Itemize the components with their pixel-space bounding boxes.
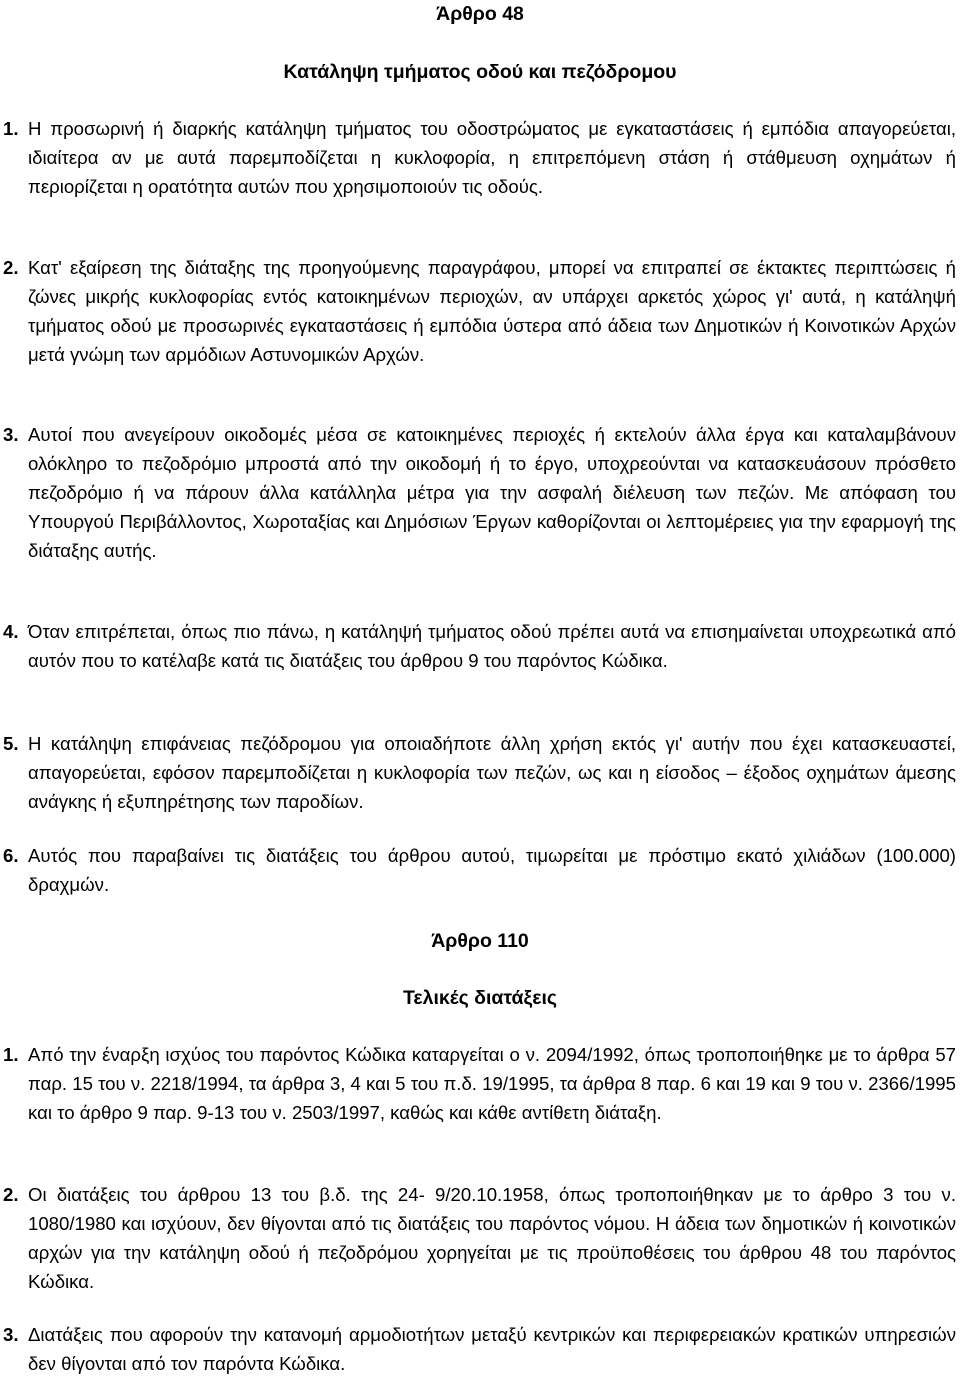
paragraph-number: 3. xyxy=(3,1324,19,1345)
article-48-paragraph-3 xyxy=(3,420,956,565)
paragraph-text: Κατ' εξαίρεση της διάταξης της προηγούμενης παραγράφου, μπορεί να επιτραπεί σε έκτακτες περιπτώσεις ή ζώνες μικρής κυκλοφορίας εντός κατοικημένων περιοχών, αν υπάρχει αρκετός χώρος γι' αυτά, η κατάληψή τμήματος οδού με προσωρινές εγκαταστάσεις ή εμπόδια ύστερα από άδεια των Δημοτικών ή Κοινοτικών Αρχών μετά γνώμη των αρμόδιων Αστυνομικών Αρχών. xyxy=(28,257,956,365)
article-48-paragraph-5 xyxy=(3,729,956,816)
paragraph-text: Από την έναρξη ισχύος του παρόντος Κώδικα καταργείται ο ν. 2094/1992, όπως τροποποιήθηκε με το άρθρα 57 παρ. 15 του ν. 2218/1994, τα άρθρα 3, 4 και 5 του π.δ. 19/1995, τα άρθρα 8 παρ. 6 και 19 και 9 του ν. 2366/1995 και το άρθρο 9 παρ. 9-13 του ν. 2503/1997, καθώς και κάθε αντίθετη διάταξη. xyxy=(28,1044,956,1123)
article-48-paragraph-4 xyxy=(3,617,956,675)
paragraph-text: Αυτός που παραβαίνει τις διατάξεις του άρθρου αυτού, τιμωρείται με πρόστιμο εκατό χιλιάδων (100.000) δραχμών. xyxy=(28,845,956,895)
article-110-subtitle: Τελικές διατάξεις xyxy=(402,987,558,1009)
article-110-paragraph-1 xyxy=(3,1040,956,1127)
paragraph-number: 1. xyxy=(3,118,19,139)
paragraph-number: 3. xyxy=(3,424,19,445)
article-48-paragraph-6 xyxy=(3,841,956,899)
article-48-paragraph-1 xyxy=(3,114,956,201)
article-48-subtitle: Κατάληψη τμήματος οδού και πεζόδρομου xyxy=(283,61,677,83)
paragraph-text: Οι διατάξεις του άρθρου 13 του β.δ. της 24- 9/20.10.1958, όπως τροποποιήθηκαν με το άρθρο 3 του ν. 1080/1980 και ισχύουν, δεν θίγονται από τις διατάξεις του παρόντος νόμου. Η άδεια των δημοτικών ή κοινοτικών αρχών για την κατάληψη οδού ή πεζοδρόμου χορηγείται με τις προϋποθέσεις του άρθρου 48 του παρόντος Κώδικα. xyxy=(28,1184,956,1292)
article-48-title: Άρθρο 48 xyxy=(436,3,524,25)
article-110-paragraph-3 xyxy=(3,1320,956,1378)
paragraph-text: Διατάξεις που αφορούν την κατανομή αρμοδιοτήτων μεταξύ κεντρικών και περιφερειακών κρατικών υπηρεσιών δεν θίγονται από τον παρόντα Κώδικα. xyxy=(28,1324,956,1374)
paragraph-text: Αυτοί που ανεγείρουν οικοδομές μέσα σε κατοικημένες περιοχές ή εκτελούν άλλα έργα και καταλαμβάνουν ολόκληρο το πεζοδρόμιο μπροστά από την οικοδομή ή το έργο, υποχρεούνται να κατασκευάσουν πρόσθετο πεζοδρόμιο ή να πάρουν άλλα κατάλληλα μέτρα για την ασφαλή διέλευση των πεζών. Με απόφαση του Υπουργού Περιβάλλοντος, Χωροταξίας και Δημόσιων Έργων καθορίζονται οι λεπτομέρειες για την εφαρμογή της διάταξης αυτής. xyxy=(28,424,956,561)
paragraph-text: Η κατάληψη επιφάνειας πεζόδρομου για οποιαδήποτε άλλη χρήση εκτός γι' αυτήν που έχει κατασκευαστεί, απαγορεύεται, εφόσον παρεμποδίζεται η κυκλοφορία των πεζών, ως και η είσοδος – έξοδος οχημάτων άμεσης ανάγκης ή εξυπηρέτησης των παροδίων. xyxy=(28,733,956,812)
paragraph-text: Όταν επιτρέπεται, όπως πιο πάνω, η κατάληψή τμήματος οδού πρέπει αυτά να επισημαίνεται υποχρεωτικά από αυτόν που το κατέλαβε κατά τις διατάξεις του άρθρου 9 του παρόντος Κώδικα. xyxy=(28,621,956,671)
paragraph-number: 6. xyxy=(3,845,19,866)
paragraph-number: 2. xyxy=(3,1184,19,1205)
article-110-paragraph-2 xyxy=(3,1180,956,1296)
paragraph-number: 1. xyxy=(3,1044,19,1065)
paragraph-text: Η προσωρινή ή διαρκής κατάληψη τμήματος του οδοστρώματος με εγκαταστάσεις ή εμπόδια απαγορεύεται, ιδιαίτερα αν με αυτά παρεμποδίζεται η κυκλοφορία, η επιτρεπόμενη στάση ή στάθμευση οχημάτων ή περιορίζεται η ορατότητα αυτών που χρησιμοποιούν τις οδούς. xyxy=(28,118,956,197)
article-110-title: Άρθρο 110 xyxy=(431,930,529,952)
paragraph-number: 2. xyxy=(3,257,19,278)
article-48-paragraph-2 xyxy=(3,253,956,369)
paragraph-number: 5. xyxy=(3,733,19,754)
paragraph-number: 4. xyxy=(3,621,19,642)
